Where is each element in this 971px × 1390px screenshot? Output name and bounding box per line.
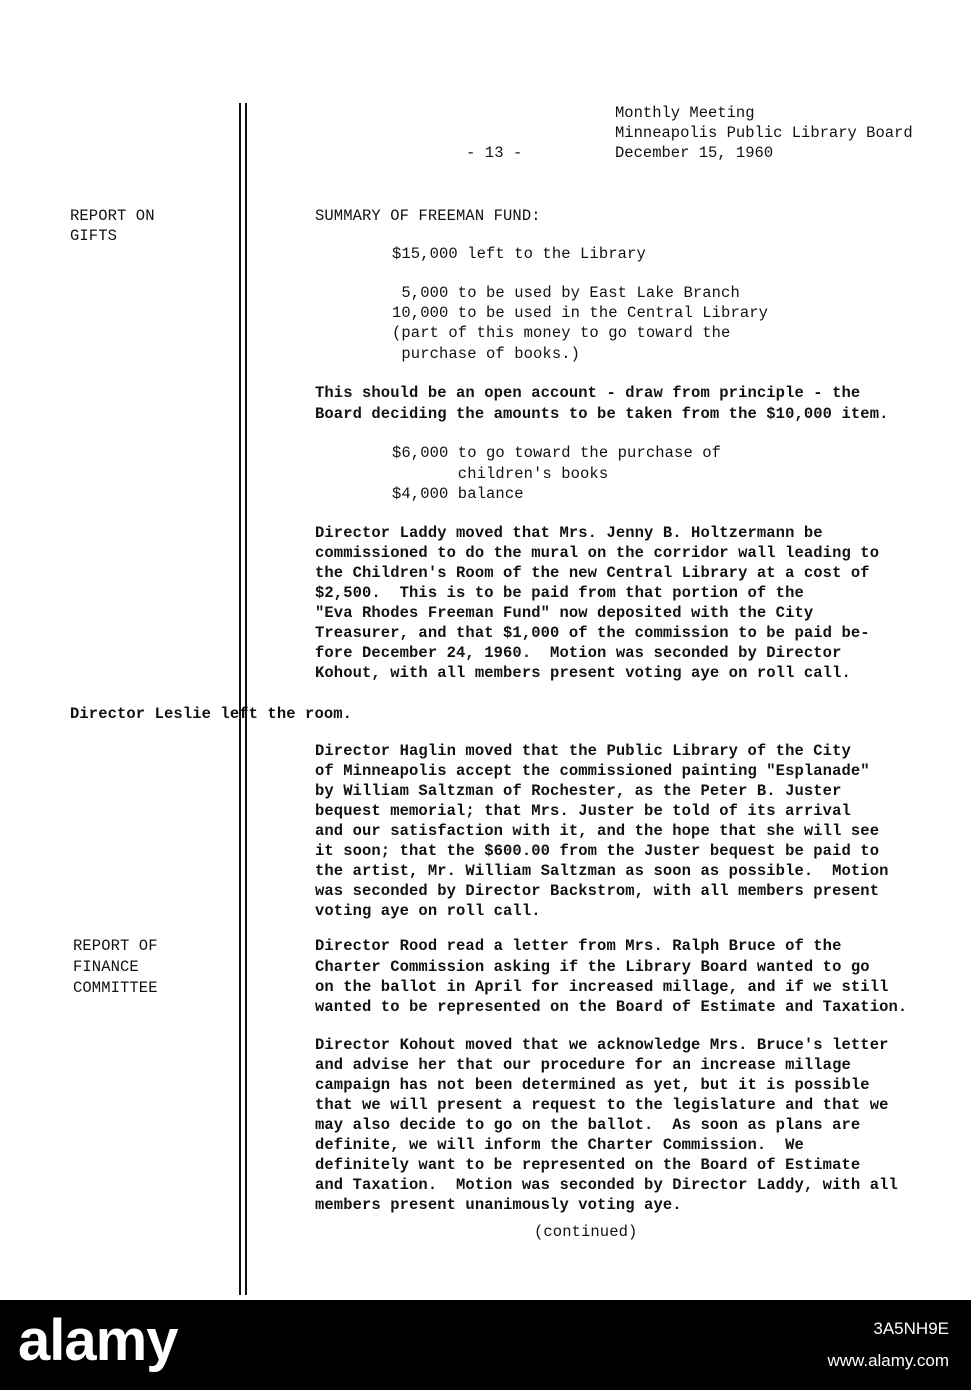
item-line-1b: children's books — [392, 465, 609, 483]
rood-letter-line: wanted to be represented on the Board of Estimate and Taxation. — [315, 998, 908, 1016]
laddy-motion-line: commissioned to do the mural on the corridor wall leading to — [315, 544, 880, 562]
haglin-motion-line: Director Haglin moved that the Public Library of the City — [315, 742, 851, 760]
header-line-2: Minneapolis Public Library Board — [615, 124, 913, 142]
haglin-motion-line: it soon; that the $600.00 from the Juster bequest be paid to — [315, 842, 880, 860]
laddy-motion-line: fore December 24, 1960. Motion was seconded by Director — [315, 644, 842, 662]
kohout-motion-line: definitely want to be represented on the Board of Estimate — [315, 1156, 861, 1174]
haglin-motion-line: and our satisfaction with it, and the hope that she will see — [315, 822, 880, 840]
header-line-3: December 15, 1960 — [615, 144, 774, 162]
laddy-motion-line: "Eva Rhodes Freeman Fund" now deposited with the City — [315, 604, 814, 622]
kohout-motion-line: that we will present a request to the legislature and that we — [315, 1096, 889, 1114]
margin-label-gifts-2: GIFTS — [70, 227, 118, 245]
meeting-header — [615, 103, 913, 163]
kohout-motion-line: may also decide to go on the ballot. As soon as plans are — [315, 1116, 861, 1134]
kohout-motion-line: and advise her that our procedure for an increase millage — [315, 1056, 851, 1074]
rood-letter-line: Charter Commission asking if the Library Board wanted to go — [315, 958, 870, 976]
continued-note: (continued) — [534, 1223, 638, 1241]
kohout-motion-line: definite, we will inform the Charter Commission. We — [315, 1136, 804, 1154]
rood-letter-line: on the ballot in April for increased millage, and if we still — [315, 978, 889, 996]
haglin-motion-line: was seconded by Director Backstrom, with all members present — [315, 882, 880, 900]
haglin-motion-line: bequest memorial; that Mrs. Juster be told of its arrival — [315, 802, 851, 820]
item-line-2: $4,000 balance — [392, 485, 524, 503]
kohout-motion-line: and Taxation. Motion was seconded by Director Laddy, with all — [315, 1176, 898, 1194]
kohout-motion-line: Director Kohout moved that we acknowledge Mrs. Bruce's letter — [315, 1036, 889, 1054]
margin-label-gifts-1: REPORT ON — [70, 207, 155, 225]
laddy-motion-line: $2,500. This is to be paid from that portion of the — [315, 584, 804, 602]
laddy-motion-line: Treasurer, and that $1,000 of the commission to be paid be- — [315, 624, 870, 642]
open-account-line-2: Board deciding the amounts to be taken from the $10,000 item. — [315, 405, 889, 423]
kohout-motion-line: campaign has not been determined as yet, but it is possible — [315, 1076, 870, 1094]
allocation-line-4: purchase of books.) — [392, 345, 581, 363]
left-to-library: $15,000 left to the Library — [392, 245, 646, 263]
allocation-line-1: 5,000 to be used by East Lake Branch — [392, 284, 740, 302]
margin-label-finance-1: REPORT OF — [73, 937, 158, 955]
haglin-motion-line: by William Saltzman of Rochester, as the Peter B. Juster — [315, 782, 842, 800]
watermark-url: www.alamy.com — [827, 1351, 949, 1370]
haglin-motion-line: voting aye on roll call. — [315, 902, 541, 920]
leslie-left-note: Director Leslie left the room. — [70, 705, 353, 723]
item-line-1a: $6,000 to go toward the purchase of — [392, 444, 722, 462]
summary-title: SUMMARY OF FREEMAN FUND: — [315, 207, 541, 225]
margin-label-finance-2: FINANCE — [73, 958, 139, 976]
rood-letter-line: Director Rood read a letter from Mrs. Ralph Bruce of the — [315, 937, 842, 955]
laddy-motion-line: the Children's Room of the new Central Library at a cost of — [315, 564, 870, 582]
kohout-motion-line: members present unanimously voting aye. — [315, 1196, 682, 1214]
allocation-line-3: (part of this money to go toward the — [392, 324, 731, 342]
laddy-motion-line: Director Laddy moved that Mrs. Jenny B. Holtzermann be — [315, 524, 823, 542]
haglin-motion-line: the artist, Mr. William Saltzman as soon as possible. Motion — [315, 862, 889, 880]
margin-rule-right — [245, 103, 247, 1295]
laddy-motion-line: Kohout, with all members present voting aye on roll call. — [315, 664, 851, 682]
header-line-1: Monthly Meeting — [615, 104, 755, 122]
open-account-line-1: This should be an open account - draw from principle - the — [315, 384, 861, 402]
haglin-motion-line: of Minneapolis accept the commissioned painting "Esplanade" — [315, 762, 870, 780]
image-code: 3A5NH9E — [873, 1319, 949, 1338]
alamy-logo: alamy — [18, 1308, 178, 1373]
margin-label-finance-3: COMMITTEE — [73, 979, 158, 997]
allocation-line-2: 10,000 to be used in the Central Library — [392, 304, 769, 322]
margin-rule-left — [239, 103, 241, 1295]
page-number: - 13 - — [466, 144, 523, 162]
